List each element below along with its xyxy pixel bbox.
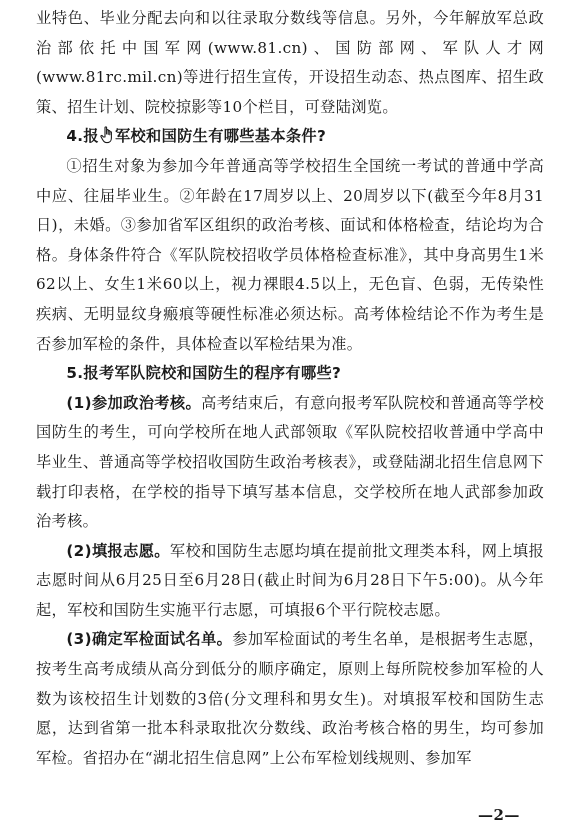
heading-application-procedure: 5.报考军队院校和国防生的程序有哪些? <box>66 364 342 383</box>
step-3-label: (3)确定军检面试名单。 <box>66 630 233 649</box>
heading-4-suffix: 军校和国防生有哪些基本条件? <box>114 127 327 146</box>
paragraph-step-2 <box>36 537 544 626</box>
step-2-label: (2)填报志愿。 <box>66 541 170 560</box>
paragraph-basic-conditions: ①招生对象为参加今年普通高等学校招生全国统一考试的普通中学高中应、往届毕业生。②年龄在17周岁以上、20周岁以下(截至今年8月31日)，未婚。③参加省军区组织的政治考核、面试和体格检查，结论均为合格。身体条件符合《军队院校招收学员体格检查标准》，其中身高男生1米62以上、女生1米60以上，视力裸眼4.5以上，无色盲、色弱，无传染性疾病、无明显纹身瘢痕等硬性标准必须达标。高考体检结论不作为考生是否参加军检的条件，具体检查以军检结果为准。 <box>36 156 544 353</box>
text-body <box>36 4 544 773</box>
heading-4-prefix: 4.报 <box>66 127 99 146</box>
paragraph-intro: 业特色、毕业分配去向和以往录取分数线等信息。另外，今年解放军总政治部依托中国军网(www.81.cn)、国防部网、军队人才网(www.81rc.mil.cn)等进行招生宣传，开设招生动态、热点图库、招生政策、招生计划、院校掠影等10个栏目，可登陆浏览。 <box>36 9 544 116</box>
step-1-label: (1)参加政治考核。 <box>66 393 202 412</box>
paragraph-step-1 <box>36 389 544 537</box>
paragraph-step-3 <box>36 625 544 773</box>
step-2-text: 军校和国防生志愿均填在提前批文理类本科，网上填报志愿时间从6月25日至6月28日(截止时间为6月28日下午5:00)。从今年起，军校和国防生实施平行志愿，可填报6个平行院校志愿。 <box>36 541 545 619</box>
step-1-text: 高考结束后，有意向报考军队院校和普通高等学校国防生的考生，可向学校所在地人武部领取《军队院校招收普通中学高中毕业生、普通高等学校招收国防生政治考核表》，或登陆湖北招生信息网下载打印表格，在学校的指导下填写基本信息，交学校所在地人武部参加政治考核。 <box>36 393 545 531</box>
heading-basic-conditions <box>36 122 544 152</box>
step-3-text: 参加军检面试的考生名单，是根据考生志愿，按考生高考成绩从高分到低分的顺序确定，原则上每所院校参加军检的人数为该校招生计划数的3倍(分文理科和男女生)。对填报军校和国防生志愿，达到省第一批本科录取批次分数线、政治考核合格的男生，均可参加军检。省招办在“湖北招生信息网”上公布军检划线规则、参加军 <box>36 630 545 767</box>
hand-cursor-icon <box>100 126 114 144</box>
page-number: —2— <box>478 806 520 824</box>
